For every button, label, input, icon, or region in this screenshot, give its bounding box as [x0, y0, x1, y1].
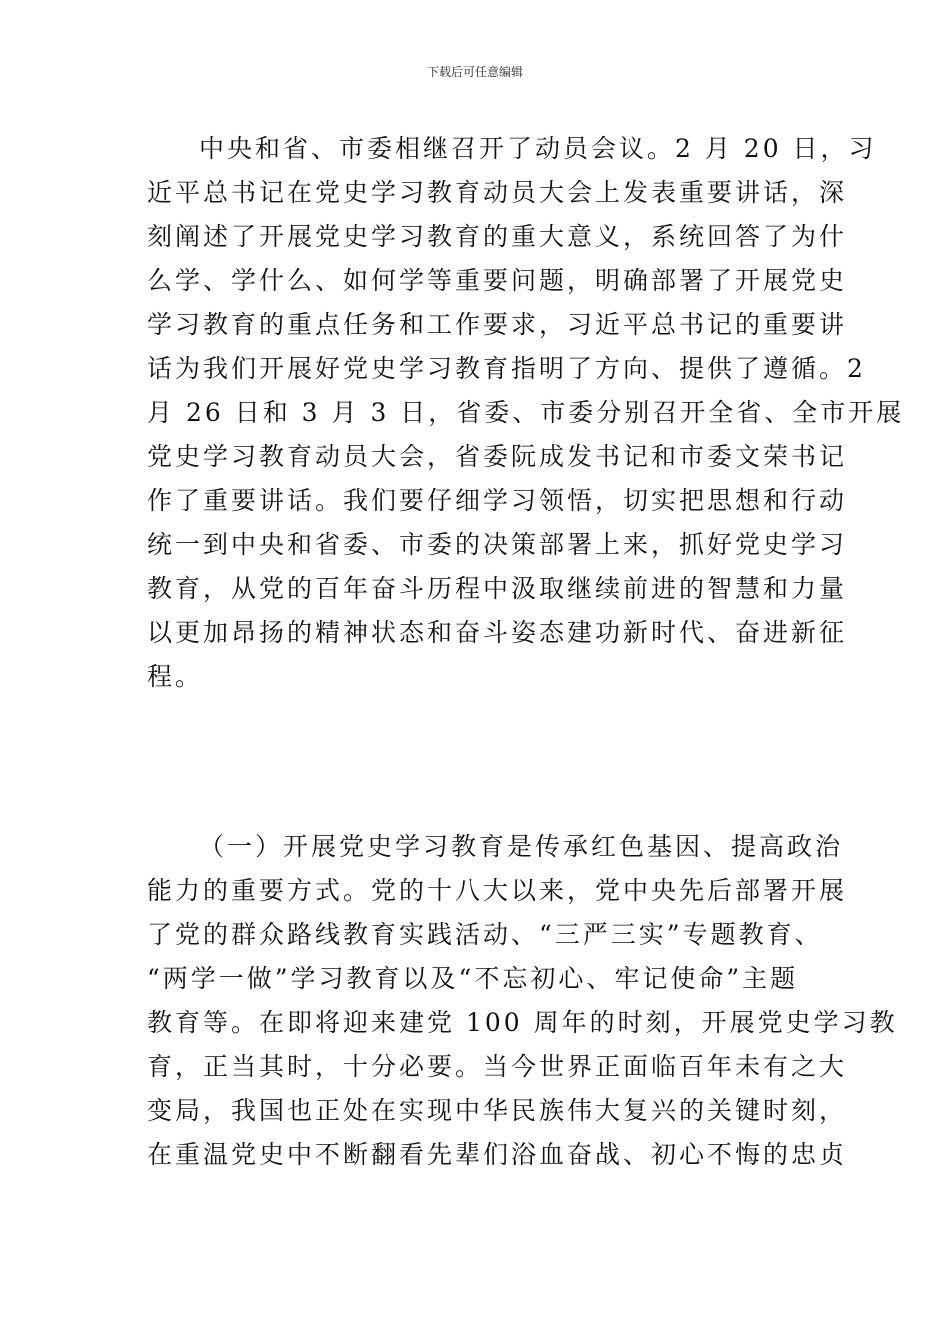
paragraph-line: 么学、学什么、如何学等重要问题，明确部署了开展党史 — [147, 266, 848, 295]
paragraph-line: 话为我们开展好党史学习教育指明了方向、提供了遵循。2 — [147, 354, 866, 383]
paragraph-line: 党史学习教育动员大会，省委阮成发书记和市委文荣书记 — [147, 442, 848, 471]
paragraph-line: 育，正当其时，十分必要。当今世界正面临百年未有之大 — [147, 1052, 848, 1081]
body-paragraph — [147, 127, 905, 699]
paragraph-line: 教育，从党的百年奋斗历程中汲取继续前进的智慧和力量 — [147, 574, 848, 603]
paragraph-line: 变局，我国也正处在实现中华民族伟大复兴的关键时刻， — [147, 1096, 848, 1125]
paragraph-line: 统一到中央和省委、市委的决策部署上来，抓好党史学习 — [147, 530, 848, 559]
paragraph-line: 以更加昂扬的精神状态和奋斗姿态建功新时代、奋进新征 — [147, 618, 848, 647]
page-header: 下载后可任意编辑 — [426, 65, 523, 79]
paragraph-line: 了党的群众路线教育实践活动、“三严三实”专题教育、 — [147, 920, 823, 949]
paragraph-line: 月 26 日和 3 月 3 日，省委、市委分别召开全省、全市开展 — [147, 398, 905, 427]
paragraph-line: 能力的重要方式。党的十八大以来，党中央先后部署开展 — [147, 876, 848, 905]
paragraph-line: 学习教育的重点任务和工作要求，习近平总书记的重要讲 — [147, 310, 848, 339]
body-paragraph — [147, 825, 898, 1177]
paragraph-line: 近平总书记在党史学习教育动员大会上发表重要讲话，深 — [147, 178, 848, 207]
paragraph-line: 中央和省、市委相继召开了动员会议。2 月 20 日，习 — [199, 134, 877, 163]
paragraph-line: （一）开展党史学习教育是传承红色基因、提高政治 — [199, 832, 844, 861]
paragraph-line: “两学一做”学习教育以及“不忘初心、牢记使命”主题 — [147, 964, 799, 993]
paragraph-line: 程。 — [147, 662, 204, 691]
paragraph-line: 在重温党史中不断翻看先辈们浴血奋战、初心不悔的忠贞 — [147, 1140, 848, 1169]
paragraph-line: 刻阐述了开展党史学习教育的重大意义，系统回答了为什 — [147, 222, 848, 251]
paragraph-line: 作了重要讲话。我们要仔细学习领悟，切实把思想和行动 — [147, 486, 848, 515]
paragraph-line: 教育等。在即将迎来建党 100 周年的时刻，开展党史学习教 — [147, 1008, 898, 1037]
